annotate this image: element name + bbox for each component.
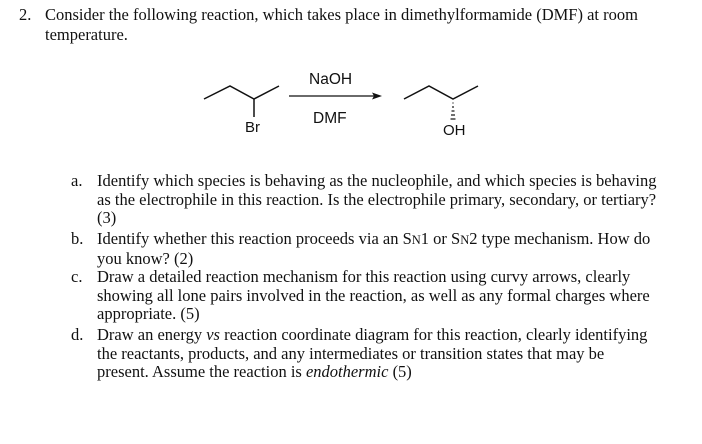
question-number: 2. xyxy=(19,5,32,24)
part-c-label: c. xyxy=(71,267,83,286)
reaction-arrow xyxy=(289,93,382,100)
part-c-text: Draw a detailed reaction mechanism for this reaction using curvy arrows, clearly showing all lone pairs involved in the reaction, as well as any formal charges where appropriate. (5) xyxy=(97,267,650,324)
part-d-text: Draw an energy vs reaction coordinate diagram for this reaction, clearly identifying the reactants, products, and any intermediates or transition states that may be present. Assume the reaction is endothermic (5) xyxy=(97,325,648,382)
question-text: Consider the following reaction, which takes place in dimethylformamide (DMF) at room temperature. xyxy=(45,5,638,44)
product-structure xyxy=(404,86,478,99)
reactant-structure xyxy=(204,86,279,117)
solvent-dmf: DMF xyxy=(313,110,347,127)
part-b-text: Identify whether this reaction proceeds via an SN1 or SN2 type mechanism. How do you know? (2) xyxy=(97,229,651,268)
product-carbon-chain xyxy=(404,86,478,99)
reactant-bromine-label: Br xyxy=(245,119,260,136)
hashed-wedge-bond xyxy=(451,103,456,119)
reaction-scheme xyxy=(0,55,702,145)
product-hydroxyl-label: OH xyxy=(443,122,466,139)
reactant-carbon-chain xyxy=(204,86,279,99)
part-b-label: b. xyxy=(71,229,84,248)
part-d-label: d. xyxy=(71,325,84,344)
part-a-label: a. xyxy=(71,171,83,190)
reagent-naoh: NaOH xyxy=(309,71,353,88)
part-a-text: Identify which species is behaving as the nucleophile, and which species is behaving as the electrophile in this reaction. Is the electrophile primary, secondary, or tertiary? (3) xyxy=(97,171,657,228)
